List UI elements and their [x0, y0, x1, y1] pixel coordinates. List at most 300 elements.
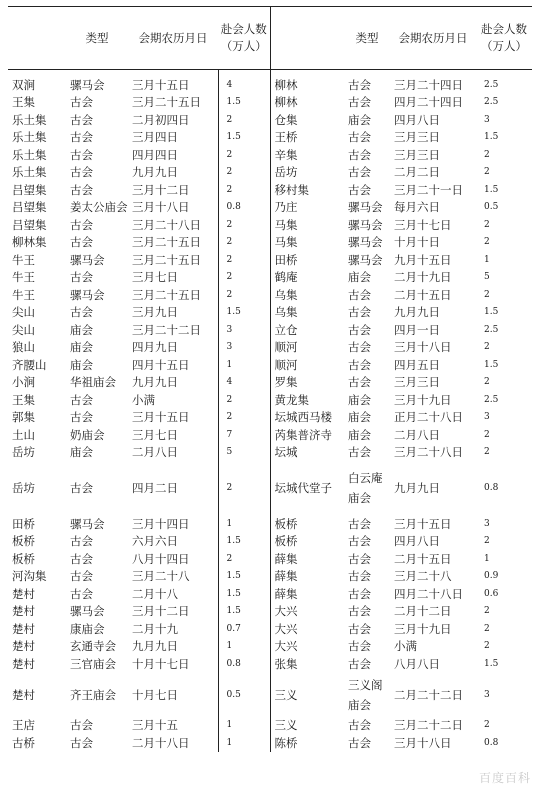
header-date-right: 会期农历月日 [390, 7, 476, 70]
cell-place-right: 薛集 [270, 585, 344, 603]
cell-attendance-left: 0.8 [218, 655, 270, 673]
cell-type-left: 骡马会 [70, 77, 105, 92]
cell-attendance-left: 2 [218, 181, 270, 199]
header-attendance-left: 赴会人数（万人） [218, 7, 270, 70]
table-row [8, 585, 532, 603]
cell-type-left: 古会 [70, 165, 93, 180]
cell-attendance-right: 1.5 [484, 359, 499, 370]
cell-date-left: 三月二十五日 [132, 287, 201, 302]
cell-attendance-right: 1.5 [484, 184, 499, 195]
table-row [8, 638, 532, 656]
cell-type-left: 古会 [70, 586, 93, 601]
cell-date-left: 三月十五日 [132, 77, 190, 92]
cell-attendance-left: 2 [218, 269, 270, 287]
cell-date-right: 三月二十八日 [394, 445, 463, 460]
cell-place-left: 乐土集 [12, 112, 47, 127]
cell-type-right: 骡马会 [348, 252, 383, 267]
cell-date-left: 三月二十二日 [132, 322, 201, 337]
table-row [8, 146, 532, 164]
cell-type-right: 古会 [348, 305, 371, 320]
cell-date-right: 三月二十一日 [394, 182, 463, 197]
cell-date-right: 三月二十八 [394, 569, 452, 584]
cell-type-left: 古会 [70, 410, 93, 425]
cell-type-left: 古会 [70, 569, 93, 584]
cell-attendance-right: 2.5 [484, 394, 499, 405]
cell-type-right: 古会 [348, 340, 371, 355]
cell-date-right: 四月八日 [394, 112, 440, 127]
cell-place-left: 郭集 [12, 410, 35, 425]
cell-place-right: 板桥 [270, 515, 344, 533]
cell-type-left: 古会 [70, 270, 93, 285]
cell-attendance-right: 2 [484, 429, 490, 440]
cell-date-left: 三月十四日 [132, 516, 190, 531]
cell-type-left: 玄通寺会 [70, 639, 116, 654]
cell-attendance-right: 2 [484, 377, 490, 388]
cell-place-left: 楚村 [12, 586, 35, 601]
cell-type-right: 古会 [348, 604, 371, 619]
table-row [8, 673, 532, 717]
cell-date-left: 九月九日 [132, 375, 178, 390]
table-row [8, 444, 532, 462]
cell-type-left: 骡马会 [70, 287, 105, 302]
cell-attendance-left: 1.5 [218, 304, 270, 322]
cell-type-left: 古会 [70, 130, 93, 145]
cell-date-right: 三月十九日 [394, 392, 452, 407]
cell-attendance-left: 2 [218, 286, 270, 304]
cell-attendance-right: 2 [484, 219, 490, 230]
cell-type-left: 古会 [70, 534, 93, 549]
cell-date-right: 九月九日 [394, 305, 440, 320]
cell-type-left: 庙会 [70, 357, 93, 372]
table-row [8, 181, 532, 199]
cell-date-left: 十月七日 [132, 687, 178, 702]
cell-place-left: 牛王 [12, 270, 35, 285]
table-row [8, 111, 532, 129]
cell-date-right: 四月二十四日 [394, 95, 463, 110]
cell-place-left: 楚村 [12, 604, 35, 619]
table-row [8, 199, 532, 217]
cell-type-right: 古会 [348, 130, 371, 145]
table-row [8, 515, 532, 533]
cell-type-right: 庙会 [348, 112, 371, 127]
cell-type-left: 古会 [70, 147, 93, 162]
cell-attendance-right: 2.5 [484, 79, 499, 90]
cell-date-left: 三月二十八日 [132, 217, 201, 232]
cell-type-left: 骡马会 [70, 252, 105, 267]
cell-place-right: 立仓 [270, 321, 344, 339]
table-row [8, 734, 532, 752]
watermark: 百度百科 [478, 771, 531, 785]
cell-type-right: 古会 [348, 182, 371, 197]
cell-attendance-left: 3 [218, 321, 270, 339]
cell-type-right: 古会 [348, 569, 371, 584]
cell-attendance-right: 2 [484, 237, 490, 248]
cell-attendance-left: 0.8 [218, 199, 270, 217]
cell-place-right: 坛城代堂子 [270, 461, 344, 515]
cell-type-left: 三官庙会 [70, 656, 116, 671]
cell-type-left: 康庙会 [70, 621, 105, 636]
cell-attendance-right: 1 [484, 553, 490, 564]
cell-type-right: 古会 [348, 639, 371, 654]
cell-place-right: 薛集 [270, 550, 344, 568]
cell-type-right: 庙会 [348, 427, 371, 442]
cell-type-left: 古会 [70, 182, 93, 197]
cell-attendance-left: 2 [218, 409, 270, 427]
cell-date-left: 三月七日 [132, 427, 178, 442]
cell-date-right: 三月十七日 [394, 217, 452, 232]
cell-place-left: 楚村 [12, 687, 35, 702]
cell-place-left: 尖山 [12, 322, 35, 337]
table-row [8, 164, 532, 182]
cell-date-right: 二月二十二日 [394, 687, 463, 702]
cell-attendance-right: 0.8 [484, 483, 499, 493]
table-row [8, 426, 532, 444]
cell-place-left: 小涧 [12, 375, 35, 390]
cell-type-right: 古会 [348, 551, 371, 566]
table-body [8, 70, 532, 752]
cell-date-right: 三月二十四日 [394, 77, 463, 92]
cell-place-right: 柳林 [270, 94, 344, 112]
cell-attendance-right: 2 [484, 623, 490, 634]
cell-date-left: 四月十五日 [132, 357, 190, 372]
cell-date-left: 九月九日 [132, 639, 178, 654]
cell-date-left: 十月十七日 [132, 656, 190, 671]
cell-place-right: 鹤庵 [270, 269, 344, 287]
cell-type-right: 古会 [348, 534, 371, 549]
cell-place-left: 河沟集 [12, 569, 47, 584]
cell-place-right: 三义 [270, 717, 344, 735]
cell-type-right: 古会 [348, 95, 371, 110]
cell-attendance-left: 2 [218, 111, 270, 129]
cell-place-left: 乐土集 [12, 147, 47, 162]
cell-place-left: 乐土集 [12, 165, 47, 180]
cell-place-right: 三义 [270, 673, 344, 717]
table-row [8, 391, 532, 409]
cell-type-right: 骡马会 [348, 217, 383, 232]
header-place-right [270, 7, 344, 70]
cell-type-left: 古会 [70, 718, 93, 733]
cell-place-right: 罗集 [270, 374, 344, 392]
cell-date-left: 二月十九 [132, 621, 178, 636]
cell-date-right: 三月十八日 [394, 735, 452, 750]
cell-type-left: 骡马会 [70, 516, 105, 531]
cell-type-right: 庙会 [348, 270, 371, 285]
cell-place-right: 坛城 [270, 444, 344, 462]
cell-date-right: 三月二十二日 [394, 718, 463, 733]
table-row [8, 321, 532, 339]
cell-attendance-right: 2 [484, 149, 490, 160]
cell-date-right: 三月十五日 [394, 516, 452, 531]
cell-place-left: 岳坊 [12, 445, 35, 460]
cell-type-right: 骡马会 [348, 235, 383, 250]
cell-attendance-right: 1.5 [484, 658, 499, 669]
cell-place-left: 牛王 [12, 252, 35, 267]
cell-date-left: 三月十二日 [132, 604, 190, 619]
cell-type-left: 庙会 [70, 340, 93, 355]
cell-type-right: 古会 [348, 357, 371, 372]
cell-date-left: 三月十二日 [132, 182, 190, 197]
cell-type-right: 古会 [348, 516, 371, 531]
cell-type-left: 庙会 [70, 322, 93, 337]
cell-type-right: 古会 [348, 586, 371, 601]
cell-place-left: 板桥 [12, 534, 35, 549]
cell-type-left: 骡马会 [70, 604, 105, 619]
cell-attendance-left: 2 [218, 216, 270, 234]
cell-date-right: 四月五日 [394, 357, 440, 372]
cell-place-left: 田桥 [12, 516, 35, 531]
cell-place-left: 岳坊 [12, 481, 35, 495]
cell-type-right: 古会 [348, 718, 371, 733]
cell-place-right: 马集 [270, 234, 344, 252]
cell-attendance-right: 2 [484, 289, 490, 300]
cell-place-left: 楚村 [12, 621, 35, 636]
cell-type-left: 古会 [70, 551, 93, 566]
cell-place-right: 辛集 [270, 146, 344, 164]
cell-attendance-right: 2.5 [484, 324, 499, 335]
cell-place-left: 尖山 [12, 305, 35, 320]
table-row [8, 70, 532, 94]
cell-type-left: 姜太公庙会 [70, 200, 128, 215]
cell-attendance-left: 1.5 [218, 603, 270, 621]
cell-attendance-right: 2 [484, 720, 490, 731]
cell-place-right: 顺河 [270, 356, 344, 374]
table-row [8, 356, 532, 374]
cell-type-right: 古会 [348, 621, 371, 636]
cell-date-left: 六月六日 [132, 534, 178, 549]
table-row [8, 286, 532, 304]
table-row [8, 620, 532, 638]
cell-place-left: 土山 [12, 427, 35, 442]
cell-type-left: 古会 [70, 95, 93, 110]
cell-place-right: 王桥 [270, 129, 344, 147]
table-header [8, 7, 532, 70]
cell-attendance-right: 1.5 [484, 307, 499, 318]
cell-place-left: 乐土集 [12, 130, 47, 145]
cell-type-left: 古会 [70, 217, 93, 232]
cell-place-right: 大兴 [270, 620, 344, 638]
cell-place-right: 薛集 [270, 568, 344, 586]
cell-attendance-left: 4 [218, 374, 270, 392]
cell-attendance-right: 1 [484, 254, 490, 265]
cell-type-left: 华祖庙会 [70, 375, 116, 390]
cell-attendance-right: 0.5 [484, 202, 499, 213]
cell-attendance-left: 2 [218, 234, 270, 252]
cell-date-left: 三月九日 [132, 305, 178, 320]
cell-attendance-left: 2 [218, 391, 270, 409]
cell-type-right: 骡马会 [348, 200, 383, 215]
cell-place-right: 坛城西马楼 [270, 409, 344, 427]
cell-type-right: 古会 [348, 656, 371, 671]
cell-date-right: 九月十五日 [394, 252, 452, 267]
header-type-left: 类型 [66, 7, 128, 70]
cell-attendance-right: 0.6 [484, 588, 499, 599]
cell-type-right: 古会 [348, 375, 371, 390]
cell-attendance-left: 2 [218, 251, 270, 269]
cell-place-left: 王店 [12, 718, 35, 733]
table-row [8, 461, 532, 515]
cell-place-right: 柳林 [270, 70, 344, 94]
cell-place-right: 乌集 [270, 304, 344, 322]
cell-place-right: 陈桥 [270, 734, 344, 752]
cell-attendance-left: 1.5 [218, 129, 270, 147]
cell-place-right: 芮集普济寺 [270, 426, 344, 444]
cell-attendance-left: 5 [218, 444, 270, 462]
cell-date-left: 三月二十八 [132, 569, 190, 584]
cell-place-right: 黄龙集 [270, 391, 344, 409]
cell-place-right: 马集 [270, 216, 344, 234]
cell-place-right: 顺河 [270, 339, 344, 357]
cell-place-right: 田桥 [270, 251, 344, 269]
table-row [8, 533, 532, 551]
cell-date-left: 四月四日 [132, 147, 178, 162]
cell-type-left: 古会 [70, 392, 93, 407]
cell-date-right: 三月三日 [394, 130, 440, 145]
cell-type-left: 奶庙会 [70, 427, 105, 442]
cell-date-left: 三月十五日 [132, 410, 190, 425]
cell-place-left: 吕望集 [12, 200, 47, 215]
cell-date-left: 二月十八 [132, 586, 178, 601]
table-row [8, 216, 532, 234]
table-row [8, 251, 532, 269]
cell-attendance-left: 7 [218, 426, 270, 444]
table-row [8, 304, 532, 322]
cell-date-right: 每月六日 [394, 200, 440, 215]
cell-date-right: 四月一日 [394, 322, 440, 337]
table-row [8, 717, 532, 735]
cell-type-left: 庙会 [70, 445, 93, 460]
cell-attendance-right: 2.5 [484, 97, 499, 108]
cell-date-right: 三月十九日 [394, 621, 452, 636]
cell-type-left: 古会 [70, 305, 93, 320]
cell-type-left: 齐王庙会 [70, 687, 116, 702]
cell-date-left: 三月二十五日 [132, 235, 201, 250]
cell-type-right: 三义阁庙会 [348, 677, 383, 712]
table-row [8, 409, 532, 427]
cell-place-left: 板桥 [12, 551, 35, 566]
cell-date-left: 四月二日 [132, 481, 178, 495]
cell-place-right: 乌集 [270, 286, 344, 304]
cell-attendance-right: 2 [484, 447, 490, 458]
cell-date-right: 小满 [394, 639, 417, 654]
cell-place-left: 狼山 [12, 340, 35, 355]
cell-place-right: 张集 [270, 655, 344, 673]
cell-attendance-right: 3 [484, 412, 490, 423]
header-place-left [8, 7, 66, 70]
cell-date-left: 四月九日 [132, 340, 178, 355]
cell-place-left: 古桥 [12, 735, 35, 750]
table-row [8, 129, 532, 147]
cell-type-right: 古会 [348, 77, 371, 92]
cell-place-right: 乃庄 [270, 199, 344, 217]
cell-date-right: 三月十八日 [394, 340, 452, 355]
cell-attendance-right: 0.9 [484, 571, 499, 582]
cell-attendance-right: 1.5 [484, 132, 499, 143]
cell-place-right: 大兴 [270, 603, 344, 621]
cell-date-right: 二月十五日 [394, 287, 452, 302]
table-row [8, 234, 532, 252]
cell-place-left: 楚村 [12, 656, 35, 671]
cell-place-right: 岳坊 [270, 164, 344, 182]
cell-date-left: 三月二十五日 [132, 95, 201, 110]
cell-date-left: 小满 [132, 392, 155, 407]
cell-attendance-left: 4 [218, 70, 270, 94]
cell-attendance-left: 1.5 [218, 533, 270, 551]
cell-type-right: 古会 [348, 445, 371, 460]
cell-date-right: 四月八日 [394, 534, 440, 549]
table-row [8, 94, 532, 112]
cell-place-left: 吕望集 [12, 182, 47, 197]
cell-date-left: 二月初四日 [132, 112, 190, 127]
cell-attendance-right: 2 [484, 536, 490, 547]
cell-date-right: 二月十五日 [394, 551, 452, 566]
cell-place-left: 齐腰山 [12, 357, 47, 372]
cell-date-right: 二月二日 [394, 165, 440, 180]
cell-attendance-left: 2 [218, 550, 270, 568]
cell-attendance-left: 1 [218, 717, 270, 735]
cell-place-left: 牛王 [12, 287, 35, 302]
cell-attendance-left: 2 [218, 461, 270, 515]
table-row [8, 339, 532, 357]
cell-type-left: 古会 [70, 481, 93, 495]
header-attendance-right: 赴会人数（万人） [476, 7, 532, 70]
cell-place-right: 大兴 [270, 638, 344, 656]
cell-attendance-left: 1 [218, 734, 270, 752]
cell-attendance-right: 0.8 [484, 737, 499, 748]
table-row [8, 374, 532, 392]
cell-type-right: 古会 [348, 322, 371, 337]
cell-attendance-right: 3 [484, 689, 490, 700]
cell-attendance-left: 3 [218, 339, 270, 357]
cell-place-left: 王集 [12, 392, 35, 407]
cell-attendance-left: 1.5 [218, 585, 270, 603]
cell-date-right: 三月三日 [394, 375, 440, 390]
cell-date-left: 三月十八日 [132, 200, 190, 215]
cell-place-left: 吕望集 [12, 217, 47, 232]
table-row [8, 550, 532, 568]
cell-place-right: 板桥 [270, 533, 344, 551]
cell-date-left: 八月十四日 [132, 551, 190, 566]
cell-attendance-left: 2 [218, 164, 270, 182]
cell-date-left: 二月十八日 [132, 735, 190, 750]
cell-attendance-right: 3 [484, 114, 490, 125]
cell-type-right: 古会 [348, 287, 371, 302]
cell-date-right: 九月九日 [394, 481, 440, 495]
cell-attendance-left: 1 [218, 515, 270, 533]
cell-attendance-left: 0.5 [218, 673, 270, 717]
cell-date-left: 二月八日 [132, 445, 178, 460]
cell-type-right: 庙会 [348, 392, 371, 407]
cell-date-right: 三月三日 [394, 147, 440, 162]
cell-type-right: 白云庵庙会 [348, 471, 383, 505]
cell-type-left: 古会 [70, 735, 93, 750]
cell-place-left: 双涧 [12, 77, 35, 92]
cell-attendance-right: 2 [484, 342, 490, 353]
temple-fair-table [8, 6, 532, 752]
header-date-left: 会期农历月日 [128, 7, 218, 70]
cell-date-right: 正月二十八日 [394, 410, 463, 425]
cell-type-left: 古会 [70, 112, 93, 127]
cell-date-left: 三月二十五日 [132, 252, 201, 267]
cell-date-left: 三月十五 [132, 718, 178, 733]
cell-attendance-left: 1.5 [218, 94, 270, 112]
cell-attendance-left: 1 [218, 356, 270, 374]
cell-date-right: 二月十二日 [394, 604, 452, 619]
cell-date-right: 十月十日 [394, 235, 440, 250]
table-row [8, 603, 532, 621]
cell-place-right: 移村集 [270, 181, 344, 199]
cell-attendance-right: 2 [484, 641, 490, 652]
cell-attendance-right: 2 [484, 167, 490, 178]
